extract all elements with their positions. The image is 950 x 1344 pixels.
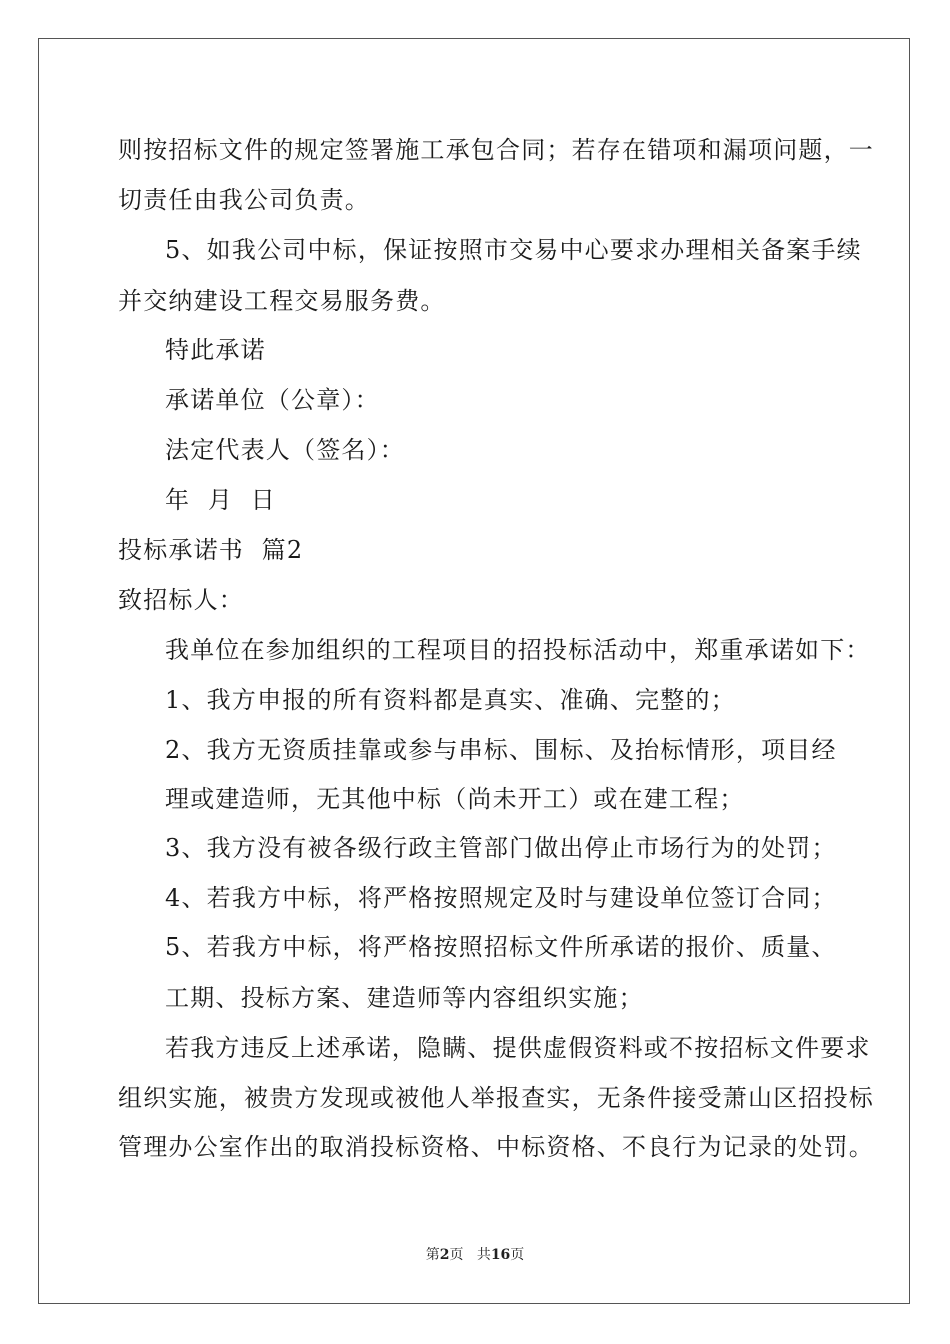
text-line: 我单位在参加组织的工程项目的招投标活动中，郑重承诺如下： [165, 636, 871, 664]
text-line: 工期、投标方案、建造师等内容组织实施； [165, 984, 644, 1012]
text-line: 2、我方无资质挂靠或参与串标、围标、及抬标情形，项目经 [165, 736, 837, 764]
text-line: 则按招标文件的规定签署施工承包合同；若存在错项和漏项问题，一 [118, 136, 874, 164]
text-line: 并交纳建设工程交易服务费。 [118, 287, 446, 315]
footer-total-suffix: 页 [510, 1247, 525, 1263]
footer-page-prefix: 第 [425, 1247, 440, 1263]
text-line: 法定代表人（签名）： [165, 436, 405, 464]
text-line: 理或建造师，无其他中标（尚未开工）或在建工程； [165, 785, 745, 813]
footer-page-number: 2 [439, 1247, 450, 1263]
text-line: 管理办公室作出的取消投标资格、中标资格、不良行为记录的处罚。 [118, 1133, 874, 1161]
footer-page-suffix: 页 [449, 1247, 464, 1263]
text-line: 承诺单位（公章）： [165, 386, 380, 414]
page-border [38, 38, 910, 1304]
text-line: 若我方违反上述承诺，隐瞒、提供虚假资料或不按招标文件要求 [165, 1034, 871, 1062]
text-line: 3、我方没有被各级行政主管部门做出停止市场行为的处罚； [165, 834, 837, 862]
section-heading: 投标承诺书 篇2 [118, 536, 304, 564]
text-line: 4、若我方中标，将严格按照规定及时与建设单位签订合同； [165, 884, 837, 912]
text-line: 5、若我方中标，将严格按照招标文件所承诺的报价、质量、 [165, 933, 837, 961]
text-line: 5、如我公司中标，保证按照市交易中心要求办理相关备案手续 [165, 236, 862, 264]
text-line: 1、我方申报的所有资料都是真实、准确、完整的； [165, 686, 736, 714]
salutation: 致招标人： [118, 586, 244, 614]
footer-total-prefix: 共 [476, 1247, 491, 1263]
footer-total-pages: 16 [490, 1247, 511, 1263]
text-line: 年 月 日 [165, 486, 276, 514]
text-line: 特此承诺 [165, 336, 266, 364]
text-line: 切责任由我公司负责。 [118, 186, 370, 214]
page-footer [0, 1246, 950, 1264]
text-line: 组织实施，被贵方发现或被他人举报查实，无条件接受萧山区招投标 [118, 1084, 874, 1112]
